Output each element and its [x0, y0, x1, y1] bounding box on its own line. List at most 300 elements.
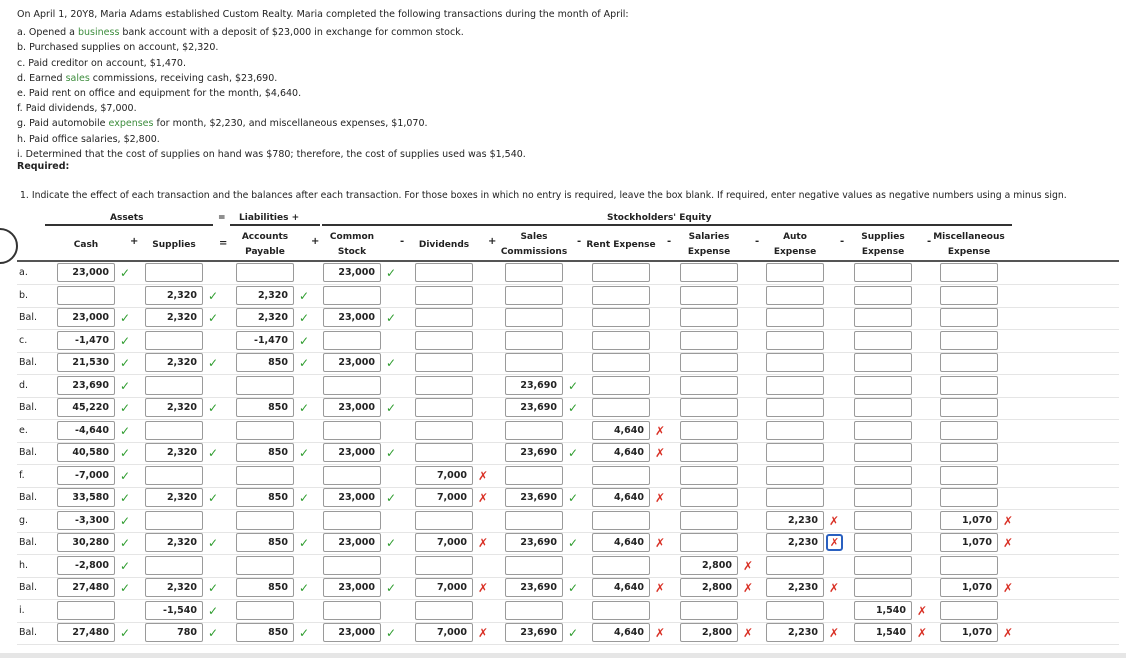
operator-sign: - — [755, 236, 760, 247]
amount-input[interactable]: 7,000 — [415, 466, 473, 485]
amount-input[interactable] — [680, 308, 738, 327]
transaction-text: f. Paid dividends, $7,000. — [17, 103, 137, 115]
amount-input[interactable] — [940, 556, 998, 575]
transaction-text: c. Paid creditor on account, $1,470. — [17, 57, 186, 69]
amount-input[interactable] — [680, 376, 738, 395]
amount-input[interactable] — [323, 286, 381, 305]
amount-input[interactable]: 2,230 — [766, 623, 824, 642]
amount-input[interactable] — [766, 601, 824, 620]
amount-input[interactable] — [854, 556, 912, 575]
amount-input[interactable]: -4,640 — [57, 421, 115, 440]
amount-input[interactable]: 850 — [236, 578, 294, 597]
check-icon: ✓ — [120, 626, 131, 640]
amount-input[interactable]: 23,690 — [505, 623, 563, 642]
amount-input[interactable]: 2,320 — [145, 286, 203, 305]
amount-input[interactable] — [505, 511, 563, 530]
amount-input[interactable] — [940, 421, 998, 440]
amount-input[interactable]: 2,800 — [680, 623, 738, 642]
x-icon: ✗ — [655, 446, 666, 460]
amount-input[interactable]: 23,690 — [57, 376, 115, 395]
x-icon: ✗ — [829, 514, 840, 528]
check-icon: ✓ — [208, 311, 219, 325]
column-header — [401, 238, 487, 253]
column-header-line2: Payable — [245, 247, 285, 257]
check-icon: ✓ — [120, 356, 131, 370]
amount-input[interactable] — [680, 511, 738, 530]
amount-input[interactable] — [592, 511, 650, 530]
operator-sign: = — [219, 238, 228, 249]
check-icon: ✓ — [120, 469, 131, 483]
amount-input[interactable] — [854, 488, 912, 507]
row-divider — [17, 644, 1119, 645]
check-icon: ✓ — [120, 334, 131, 348]
amount-input[interactable] — [592, 601, 650, 620]
amount-input[interactable] — [680, 466, 738, 485]
amount-input[interactable] — [680, 488, 738, 507]
column-header-line1: Salaries — [688, 232, 730, 242]
amount-input[interactable] — [236, 556, 294, 575]
amount-input[interactable] — [940, 398, 998, 417]
amount-input[interactable]: 23,000 — [57, 308, 115, 327]
amount-input[interactable]: 1,540 — [854, 623, 912, 642]
x-icon: ✗ — [478, 469, 489, 483]
amount-input[interactable]: 23,000 — [323, 578, 381, 597]
amount-input[interactable]: 2,320 — [145, 578, 203, 597]
amount-input[interactable] — [145, 511, 203, 530]
row-divider — [17, 464, 1119, 465]
amount-input[interactable] — [940, 263, 998, 282]
amount-input[interactable]: 4,640 — [592, 623, 650, 642]
transaction-text: h. Paid office salaries, $2,800. — [17, 133, 160, 145]
amount-input[interactable] — [323, 331, 381, 350]
check-icon: ✓ — [120, 514, 131, 528]
amount-input[interactable]: 2,320 — [145, 488, 203, 507]
amount-input[interactable] — [323, 511, 381, 530]
column-header-line2: Rent Expense — [586, 240, 656, 250]
amount-input[interactable] — [145, 556, 203, 575]
amount-input[interactable]: -7,000 — [57, 466, 115, 485]
amount-input[interactable]: -1,540 — [145, 601, 203, 620]
amount-input[interactable] — [766, 263, 824, 282]
row-divider — [17, 599, 1119, 600]
check-icon: ✓ — [208, 626, 219, 640]
check-icon: ✓ — [568, 379, 579, 393]
amount-input[interactable] — [940, 466, 998, 485]
amount-input[interactable] — [236, 601, 294, 620]
amount-input[interactable] — [592, 376, 650, 395]
amount-input[interactable] — [940, 353, 998, 372]
amount-input[interactable]: 23,690 — [505, 443, 563, 462]
row-divider — [17, 329, 1119, 330]
amount-input[interactable] — [766, 488, 824, 507]
amount-input[interactable]: 2,230 — [766, 578, 824, 597]
operator-sign: + — [488, 236, 497, 247]
amount-input[interactable] — [505, 331, 563, 350]
amount-input[interactable]: 2,800 — [680, 556, 738, 575]
column-header-line1: Miscellaneous — [933, 232, 1005, 242]
amount-input[interactable] — [854, 353, 912, 372]
amount-input[interactable]: 2,320 — [145, 308, 203, 327]
amount-input[interactable] — [680, 331, 738, 350]
column-header — [666, 230, 752, 260]
amount-input[interactable] — [505, 421, 563, 440]
amount-input[interactable]: 45,220 — [57, 398, 115, 417]
row-label: f. — [19, 470, 25, 481]
amount-input[interactable] — [415, 331, 473, 350]
x-icon[interactable]: ✗ — [826, 534, 843, 551]
column-header — [309, 230, 395, 260]
amount-input[interactable]: 23,000 — [323, 353, 381, 372]
check-icon: ✓ — [386, 266, 397, 280]
transaction-text: i. Determined that the cost of supplies on hand was $780; therefore, the cost of supplies used was $1,540. — [17, 148, 526, 160]
amount-input[interactable] — [323, 556, 381, 575]
row-label: h. — [19, 560, 29, 571]
x-icon: ✗ — [1003, 514, 1014, 528]
check-icon: ✓ — [120, 446, 131, 460]
check-icon: ✓ — [299, 401, 310, 415]
amount-input[interactable]: 850 — [236, 623, 294, 642]
amount-input[interactable]: 2,230 — [766, 511, 824, 530]
transaction-item — [17, 71, 629, 86]
amount-input[interactable] — [323, 466, 381, 485]
amount-input[interactable] — [236, 421, 294, 440]
column-header-line2: Supplies — [152, 240, 196, 250]
amount-input[interactable] — [145, 331, 203, 350]
amount-input[interactable]: 23,690 — [505, 578, 563, 597]
amount-input[interactable] — [592, 466, 650, 485]
glossary-link[interactable]: expenses — [108, 118, 154, 130]
amount-input[interactable]: 23,000 — [323, 443, 381, 462]
amount-input[interactable] — [854, 511, 912, 530]
amount-input[interactable] — [415, 263, 473, 282]
check-icon: ✓ — [120, 491, 131, 505]
amount-input[interactable]: 40,580 — [57, 443, 115, 462]
amount-input[interactable] — [323, 601, 381, 620]
amount-input[interactable] — [680, 263, 738, 282]
amount-input[interactable] — [415, 443, 473, 462]
amount-input[interactable]: -1,470 — [57, 331, 115, 350]
check-icon: ✓ — [386, 401, 397, 415]
amount-input[interactable]: 23,690 — [505, 398, 563, 417]
operator-sign: + — [130, 236, 139, 247]
amount-input[interactable]: 850 — [236, 533, 294, 552]
amount-input[interactable] — [940, 308, 998, 327]
amount-input[interactable] — [680, 286, 738, 305]
operator-sign: + — [311, 236, 320, 247]
amount-input[interactable]: 2,320 — [145, 533, 203, 552]
check-icon: ✓ — [208, 401, 219, 415]
instruction-text: 1. Indicate the effect of each transaction and the balances after each transaction. For those boxes in which no entry is required, leave the box blank. If required, enter negative values as negative numbers using a minus sign. — [20, 190, 1067, 201]
row-label: Bal. — [19, 627, 37, 638]
transaction-item — [17, 56, 629, 71]
amount-input[interactable] — [680, 421, 738, 440]
amount-input[interactable]: 23,690 — [505, 376, 563, 395]
assets-underline — [45, 224, 213, 226]
x-icon: ✗ — [1003, 626, 1014, 640]
amount-input[interactable]: 7,000 — [415, 623, 473, 642]
check-icon: ✓ — [386, 356, 397, 370]
transaction-text: a. Opened a — [17, 27, 78, 39]
amount-input[interactable] — [940, 376, 998, 395]
row-label: Bal. — [19, 357, 37, 368]
column-header — [43, 238, 129, 253]
amount-input[interactable]: -3,300 — [57, 511, 115, 530]
amount-input[interactable] — [592, 556, 650, 575]
amount-input[interactable] — [236, 466, 294, 485]
amount-input[interactable] — [766, 376, 824, 395]
amount-input[interactable] — [415, 308, 473, 327]
transaction-text: b. Purchased supplies on account, $2,320. — [17, 42, 219, 54]
x-icon: ✗ — [478, 536, 489, 550]
check-icon: ✓ — [299, 581, 310, 595]
amount-input[interactable] — [415, 601, 473, 620]
amount-input[interactable] — [145, 263, 203, 282]
amount-input[interactable] — [592, 353, 650, 372]
amount-input[interactable] — [854, 578, 912, 597]
amount-input[interactable]: 850 — [236, 353, 294, 372]
column-header-line2: Stock — [337, 247, 367, 257]
amount-input[interactable]: 27,480 — [57, 578, 115, 597]
amount-input[interactable]: 780 — [145, 623, 203, 642]
amount-input[interactable]: 23,000 — [323, 308, 381, 327]
x-icon: ✗ — [1003, 536, 1014, 550]
amount-input[interactable] — [854, 331, 912, 350]
amount-input[interactable] — [940, 331, 998, 350]
amount-input[interactable] — [766, 421, 824, 440]
amount-input[interactable]: 4,640 — [592, 443, 650, 462]
amount-input[interactable] — [592, 398, 650, 417]
row-divider — [17, 284, 1119, 285]
column-header — [578, 238, 664, 253]
amount-input[interactable] — [57, 601, 115, 620]
amount-input[interactable]: 23,000 — [57, 263, 115, 282]
transaction-text: for month, $2,230, and miscellaneous expenses, $1,070. — [153, 118, 428, 130]
amount-input[interactable] — [854, 263, 912, 282]
amount-input[interactable]: 1,070 — [940, 511, 998, 530]
amount-input[interactable]: 1,070 — [940, 623, 998, 642]
amount-input[interactable]: 2,230 — [766, 533, 824, 552]
amount-input[interactable] — [680, 533, 738, 552]
amount-input[interactable]: 2,320 — [236, 286, 294, 305]
group-assets: Assets — [110, 213, 144, 223]
column-header — [491, 230, 577, 260]
transaction-item — [17, 132, 629, 147]
glossary-link[interactable]: sales — [65, 72, 90, 84]
nav-circle-button[interactable] — [0, 228, 18, 264]
amount-input[interactable] — [505, 353, 563, 372]
liabilities-underline — [230, 224, 320, 226]
amount-input[interactable]: 1,070 — [940, 578, 998, 597]
column-header-line2: Expense — [773, 247, 817, 257]
transaction-text: d. Earned — [17, 72, 66, 84]
amount-input[interactable]: 23,000 — [323, 398, 381, 417]
column-header — [222, 230, 308, 260]
amount-input[interactable] — [592, 286, 650, 305]
amount-input[interactable] — [323, 376, 381, 395]
amount-input[interactable]: 23,690 — [505, 533, 563, 552]
check-icon: ✓ — [568, 446, 579, 460]
row-divider — [17, 374, 1119, 375]
amount-input[interactable] — [505, 466, 563, 485]
amount-input[interactable] — [236, 511, 294, 530]
amount-input[interactable] — [592, 263, 650, 282]
amount-input[interactable]: 33,580 — [57, 488, 115, 507]
glossary-link[interactable]: business — [77, 27, 120, 39]
amount-input[interactable] — [940, 443, 998, 462]
row-label: Bal. — [19, 537, 37, 548]
amount-input[interactable] — [505, 556, 563, 575]
amount-input[interactable]: 4,640 — [592, 488, 650, 507]
check-icon: ✓ — [299, 311, 310, 325]
amount-input[interactable] — [854, 421, 912, 440]
amount-input[interactable] — [680, 398, 738, 417]
check-icon: ✓ — [299, 536, 310, 550]
x-icon: ✗ — [829, 581, 840, 595]
amount-input[interactable] — [592, 308, 650, 327]
check-icon: ✓ — [568, 401, 579, 415]
amount-input[interactable]: 21,530 — [57, 353, 115, 372]
amount-input[interactable] — [766, 353, 824, 372]
amount-input[interactable] — [854, 398, 912, 417]
transaction-text: commissions, receiving cash, $23,690. — [89, 72, 278, 84]
amount-input[interactable]: 2,320 — [236, 308, 294, 327]
amount-input[interactable] — [415, 353, 473, 372]
check-icon: ✓ — [120, 311, 131, 325]
amount-input[interactable] — [415, 286, 473, 305]
amount-input[interactable] — [680, 443, 738, 462]
amount-input[interactable] — [766, 308, 824, 327]
amount-input[interactable] — [145, 376, 203, 395]
column-header — [752, 230, 838, 260]
amount-input[interactable] — [854, 376, 912, 395]
amount-input[interactable]: 2,320 — [145, 398, 203, 417]
amount-input[interactable]: 850 — [236, 488, 294, 507]
amount-input[interactable] — [766, 443, 824, 462]
check-icon: ✓ — [120, 401, 131, 415]
amount-input[interactable] — [854, 443, 912, 462]
amount-input[interactable]: 4,640 — [592, 578, 650, 597]
amount-input[interactable] — [236, 376, 294, 395]
amount-input[interactable] — [415, 376, 473, 395]
amount-input[interactable]: 23,690 — [505, 488, 563, 507]
check-icon: ✓ — [386, 491, 397, 505]
row-divider — [17, 509, 1119, 510]
amount-input[interactable]: 23,000 — [323, 623, 381, 642]
amount-input[interactable] — [415, 398, 473, 417]
column-header-line1: Auto — [783, 232, 807, 242]
row-label: b. — [19, 290, 29, 301]
problem-statement — [17, 7, 629, 162]
amount-input[interactable] — [854, 286, 912, 305]
operator-sign: - — [577, 236, 582, 247]
amount-input[interactable] — [505, 308, 563, 327]
amount-input[interactable] — [415, 511, 473, 530]
check-icon: ✓ — [568, 491, 579, 505]
bottom-scrollbar[interactable] — [0, 653, 1126, 658]
row-divider — [17, 419, 1119, 420]
operator-sign: - — [840, 236, 845, 247]
amount-input[interactable] — [145, 466, 203, 485]
amount-input[interactable]: -2,800 — [57, 556, 115, 575]
amount-input[interactable]: 850 — [236, 443, 294, 462]
check-icon: ✓ — [386, 536, 397, 550]
amount-input[interactable]: 7,000 — [415, 533, 473, 552]
check-icon: ✓ — [208, 536, 219, 550]
check-icon: ✓ — [208, 446, 219, 460]
header-underline — [17, 260, 1119, 262]
operator-sign: - — [927, 236, 932, 247]
amount-input[interactable] — [415, 421, 473, 440]
transaction-item — [17, 147, 629, 162]
check-icon: ✓ — [299, 289, 310, 303]
check-icon: ✓ — [568, 581, 579, 595]
amount-input[interactable] — [57, 286, 115, 305]
equity-underline — [322, 224, 1012, 226]
row-label: Bal. — [19, 447, 37, 458]
amount-input[interactable]: 7,000 — [415, 488, 473, 507]
check-icon: ✓ — [299, 446, 310, 460]
check-icon: ✓ — [386, 626, 397, 640]
amount-input[interactable] — [680, 601, 738, 620]
amount-input[interactable] — [854, 533, 912, 552]
amount-input[interactable] — [145, 421, 203, 440]
column-header-line2: Expense — [947, 247, 991, 257]
amount-input[interactable] — [766, 286, 824, 305]
amount-input[interactable] — [415, 556, 473, 575]
amount-input[interactable] — [940, 488, 998, 507]
amount-input[interactable] — [766, 466, 824, 485]
amount-input[interactable]: 30,280 — [57, 533, 115, 552]
amount-input[interactable] — [854, 308, 912, 327]
amount-input[interactable] — [766, 331, 824, 350]
amount-input[interactable] — [680, 353, 738, 372]
amount-input[interactable]: 23,000 — [323, 533, 381, 552]
amount-input[interactable] — [854, 466, 912, 485]
amount-input[interactable] — [766, 398, 824, 417]
amount-input[interactable] — [766, 556, 824, 575]
amount-input[interactable] — [592, 331, 650, 350]
amount-input[interactable] — [505, 286, 563, 305]
amount-input[interactable]: 850 — [236, 398, 294, 417]
check-icon: ✓ — [120, 581, 131, 595]
amount-input[interactable]: 2,800 — [680, 578, 738, 597]
amount-input[interactable]: 2,320 — [145, 353, 203, 372]
amount-input[interactable] — [940, 601, 998, 620]
transaction-item — [17, 25, 629, 40]
amount-input[interactable]: 2,320 — [145, 443, 203, 462]
amount-input[interactable] — [940, 286, 998, 305]
amount-input[interactable]: 1,070 — [940, 533, 998, 552]
x-icon: ✗ — [917, 604, 928, 618]
amount-input[interactable]: 7,000 — [415, 578, 473, 597]
amount-input[interactable] — [236, 263, 294, 282]
amount-input[interactable]: 4,640 — [592, 421, 650, 440]
amount-input[interactable]: 23,000 — [323, 263, 381, 282]
x-icon: ✗ — [655, 581, 666, 595]
column-header-line2: Expense — [687, 247, 731, 257]
amount-input[interactable]: -1,470 — [236, 331, 294, 350]
check-icon: ✓ — [120, 559, 131, 573]
amount-input[interactable]: 4,640 — [592, 533, 650, 552]
amount-input[interactable]: 1,540 — [854, 601, 912, 620]
row-label: Bal. — [19, 312, 37, 323]
check-icon: ✓ — [299, 334, 310, 348]
amount-input[interactable] — [505, 601, 563, 620]
amount-input[interactable] — [505, 263, 563, 282]
amount-input[interactable]: 23,000 — [323, 488, 381, 507]
amount-input[interactable] — [323, 421, 381, 440]
amount-input[interactable]: 27,480 — [57, 623, 115, 642]
